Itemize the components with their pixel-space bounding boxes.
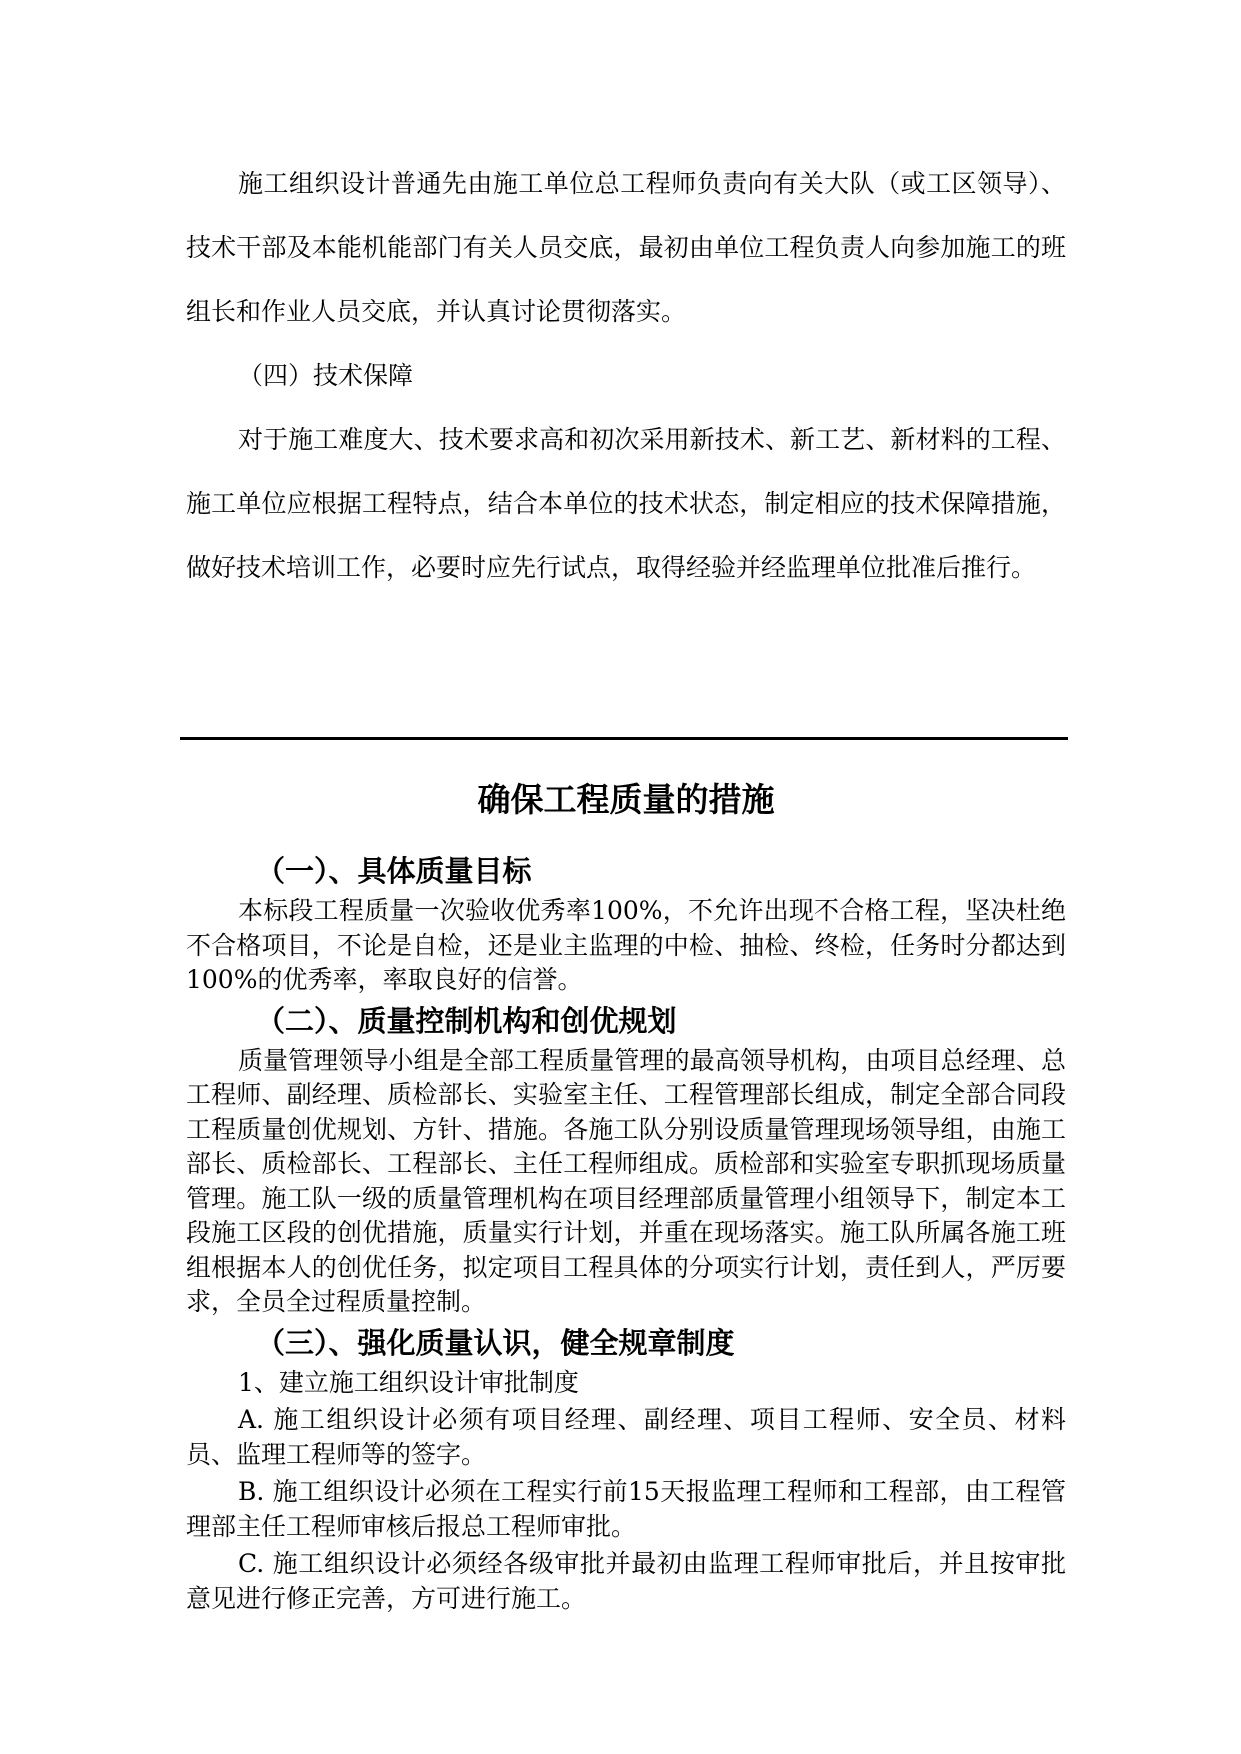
section-heading-3: （三）、强化质量认识，健全规章制度 (256, 1325, 735, 1360)
section-3-item-b: B. 施工组织设计必须在工程实行前15天报监理工程师和工程部，由工程管理部主任工程师审核后报总工程师审批。 (186, 1477, 1066, 1541)
section-heading-1: （一）、具体质量目标 (256, 854, 532, 888)
intro-paragraph-1: 施工组织设计普通先由施工单位总工程师负责向有关大队（或工区领导）、技术干部及本能机能部门有关人员交底，最初由单位工程负责人向参加施工的班组长和作业人员交底，并认真讨论贯彻落实。 (186, 169, 1066, 326)
section-heading-2: （二）、质量控制机构和创优规划 (256, 1003, 677, 1038)
quality-sections (186, 848, 1066, 1616)
section-3-item-c: C. 施工组织设计必须经各级审批并最初由监理工程师审批后，并且按审批意见进行修正完善，方可进行施工。 (186, 1549, 1066, 1613)
horizontal-divider (180, 737, 1068, 740)
section-2-paragraph-1: 质量管理领导小组是全部工程质量管理的最高领导机构，由项目总经理、总工程师、副经理、质检部长、实验室主任、工程管理部长组成，制定全部合同段工程质量创优规划、方针、措施。各施工队分别设质量管理现场领导组，由施工部长、质检部长、工程部长、主任工程师组成。质检部和实验室专职抓现场质量管理。施工队一级的质量管理机构在项目经理部质量管理小组领导下，制定本工段施工区段的创优措施，质量实行计划，并重在现场落实。施工队所属各施工班组根据本人的创优任务，拟定项目工程具体的分项实行计划，责任到人，严厉要求，全员全过程质量控制。 (186, 1045, 1066, 1316)
section-3-item-1: 1、建立施工组织设计审批制度 (238, 1367, 579, 1397)
section-1-paragraph-1: 本标段工程质量一次验收优秀率100%，不允许出现不合格工程，坚决杜绝不合格项目，不论是自检，还是业主监理的中检、抽检、终检，任务时分都达到100%的优秀率，率取良好的信誉。 (186, 896, 1066, 994)
intro-paragraph-2: 对于施工难度大、技术要求高和初次采用新技术、新工艺、新材料的工程、施工单位应根据工程特点，结合本单位的技术状态，制定相应的技术保障措施，做好技术培训工作，必要时应先行试点，取得经验并经监理单位批准后推行。 (186, 425, 1066, 582)
document-title: 确保工程质量的措施 (477, 780, 775, 819)
subheading-technical-guarantee: （四）技术保障 (238, 361, 414, 390)
section-3-item-a: A. 施工组织设计必须有项目经理、副经理、项目工程师、安全员、材料员、监理工程师等的签字。 (186, 1405, 1066, 1469)
